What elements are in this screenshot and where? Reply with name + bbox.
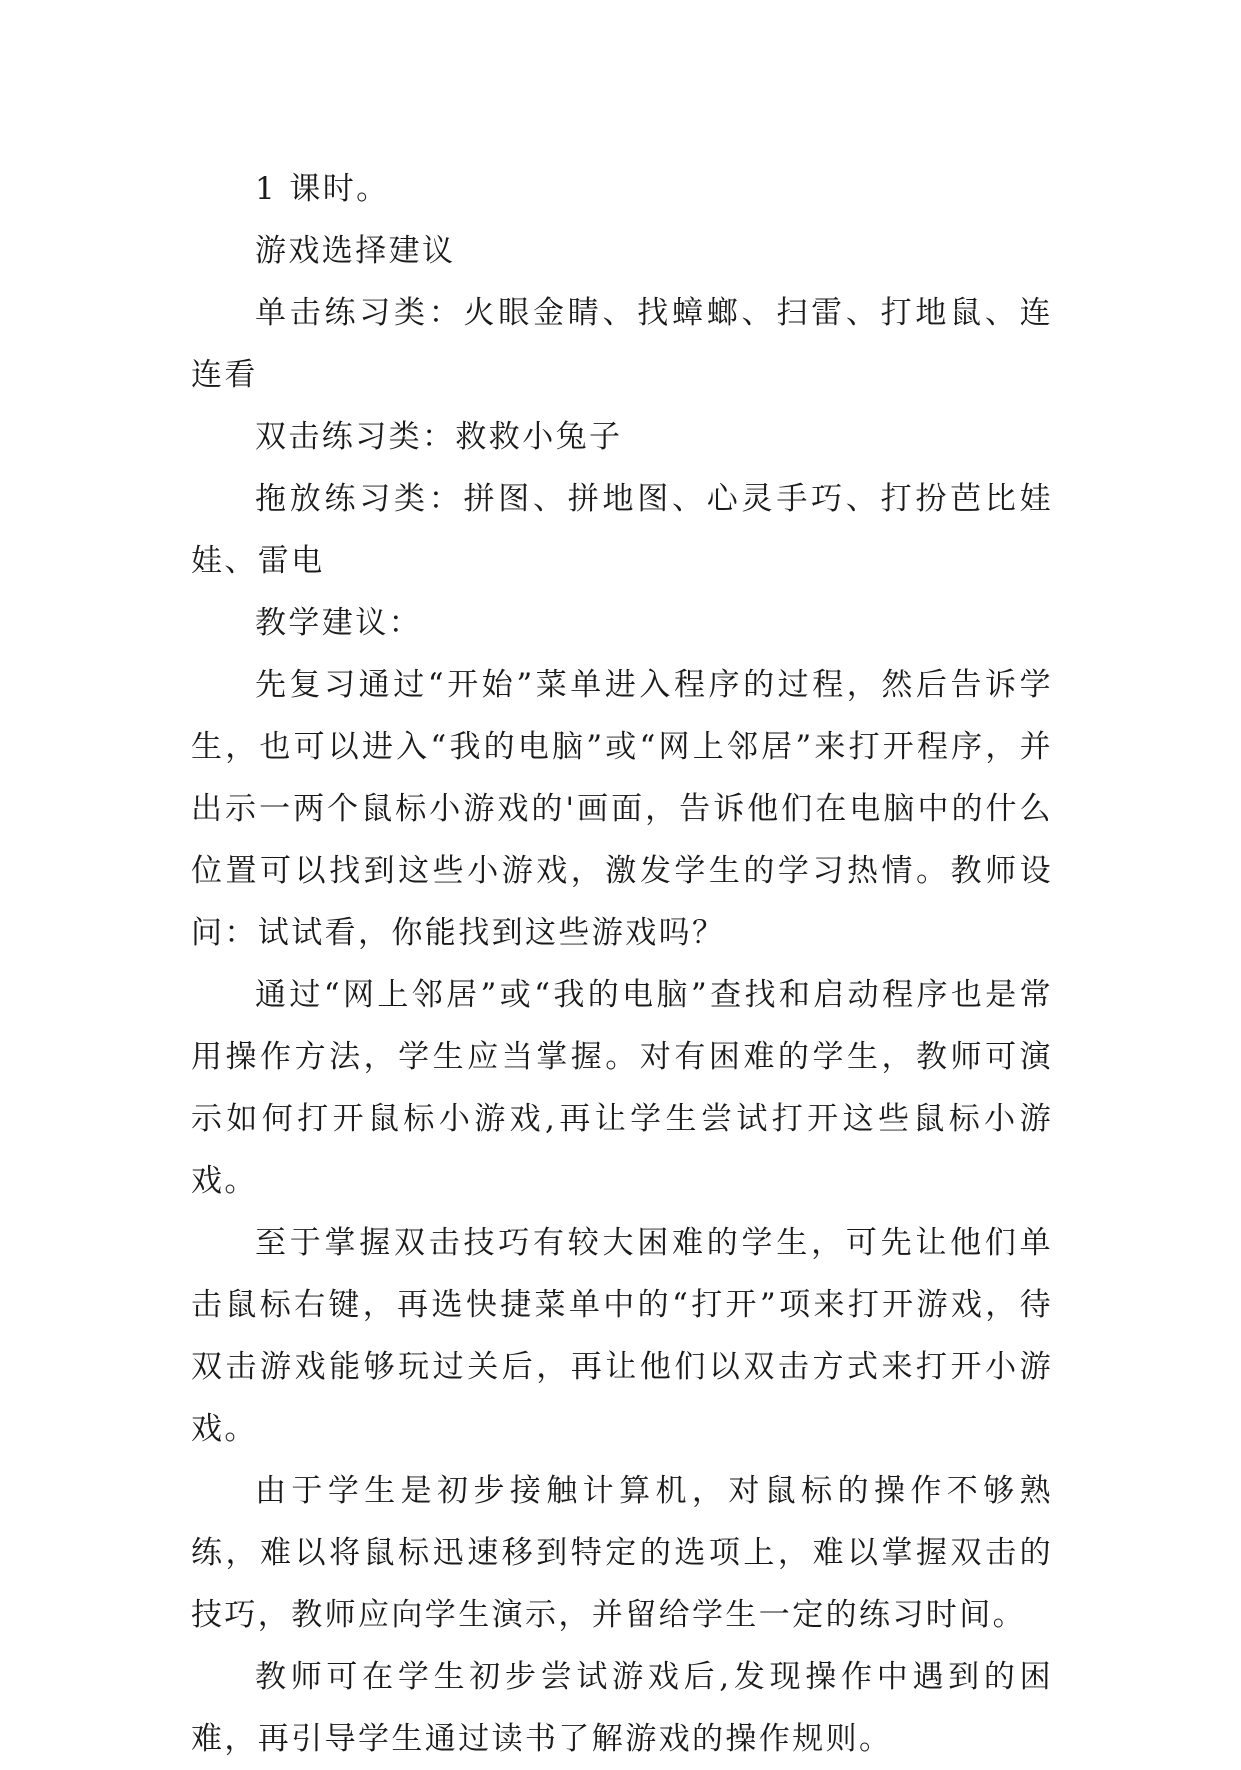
paragraph-beginner-mouse: 由于学生是初步接触计算机，对鼠标的操作不够熟练，难以将鼠标迅速移到特定的选项上，难以掌握双击的技巧，教师应向学生演示，并留给学生一定的练习时间。	[191, 1473, 1053, 1633]
paragraph-review-start-menu: 先复习通过“开始”菜单进入程序的过程，然后告诉学生，也可以进入“我的电脑”或“网上邻居”来打开程序，并出示一两个鼠标小游戏的'画面，告诉他们在电脑中的什么位置可以找到这些小游戏，激发学生的学习热情。教师设问：试试看，你能找到这些游戏吗？	[191, 667, 1053, 951]
document-body	[191, 158, 1053, 1770]
paragraph-drag-drop-games: 拖放练习类：拼图、拼地图、心灵手巧、打扮芭比娃娃、雷电	[191, 481, 1053, 579]
paragraph-game-selection-heading: 游戏选择建议	[255, 233, 456, 269]
paragraph-game-rules: 教师可在学生初步尝试游戏后,发现操作中遇到的困难，再引导学生通过读书了解游戏的操作规则。	[191, 1659, 1053, 1757]
paragraph-single-click-games: 单击练习类：火眼金睛、找蟑螂、扫雷、打地鼠、连连看	[191, 295, 1053, 393]
paragraph-class-hours: 1 课时。	[255, 171, 390, 207]
paragraph-double-click-games: 双击练习类：救救小兔子	[255, 419, 623, 455]
paragraph-network-neighborhood: 通过“网上邻居”或“我的电脑”查找和启动程序也是常用操作方法，学生应当掌握。对有困难的学生，教师可演示如何打开鼠标小游戏,再让学生尝试打开这些鼠标小游戏。	[191, 977, 1053, 1199]
paragraph-right-click-tip: 至于掌握双击技巧有较大困难的学生，可先让他们单击鼠标右键，再选快捷菜单中的“打开”项来打开游戏，待双击游戏能够玩过关后，再让他们以双击方式来打开小游戏。	[191, 1225, 1053, 1447]
paragraph-teaching-advice-heading: 教学建议：	[255, 605, 422, 641]
